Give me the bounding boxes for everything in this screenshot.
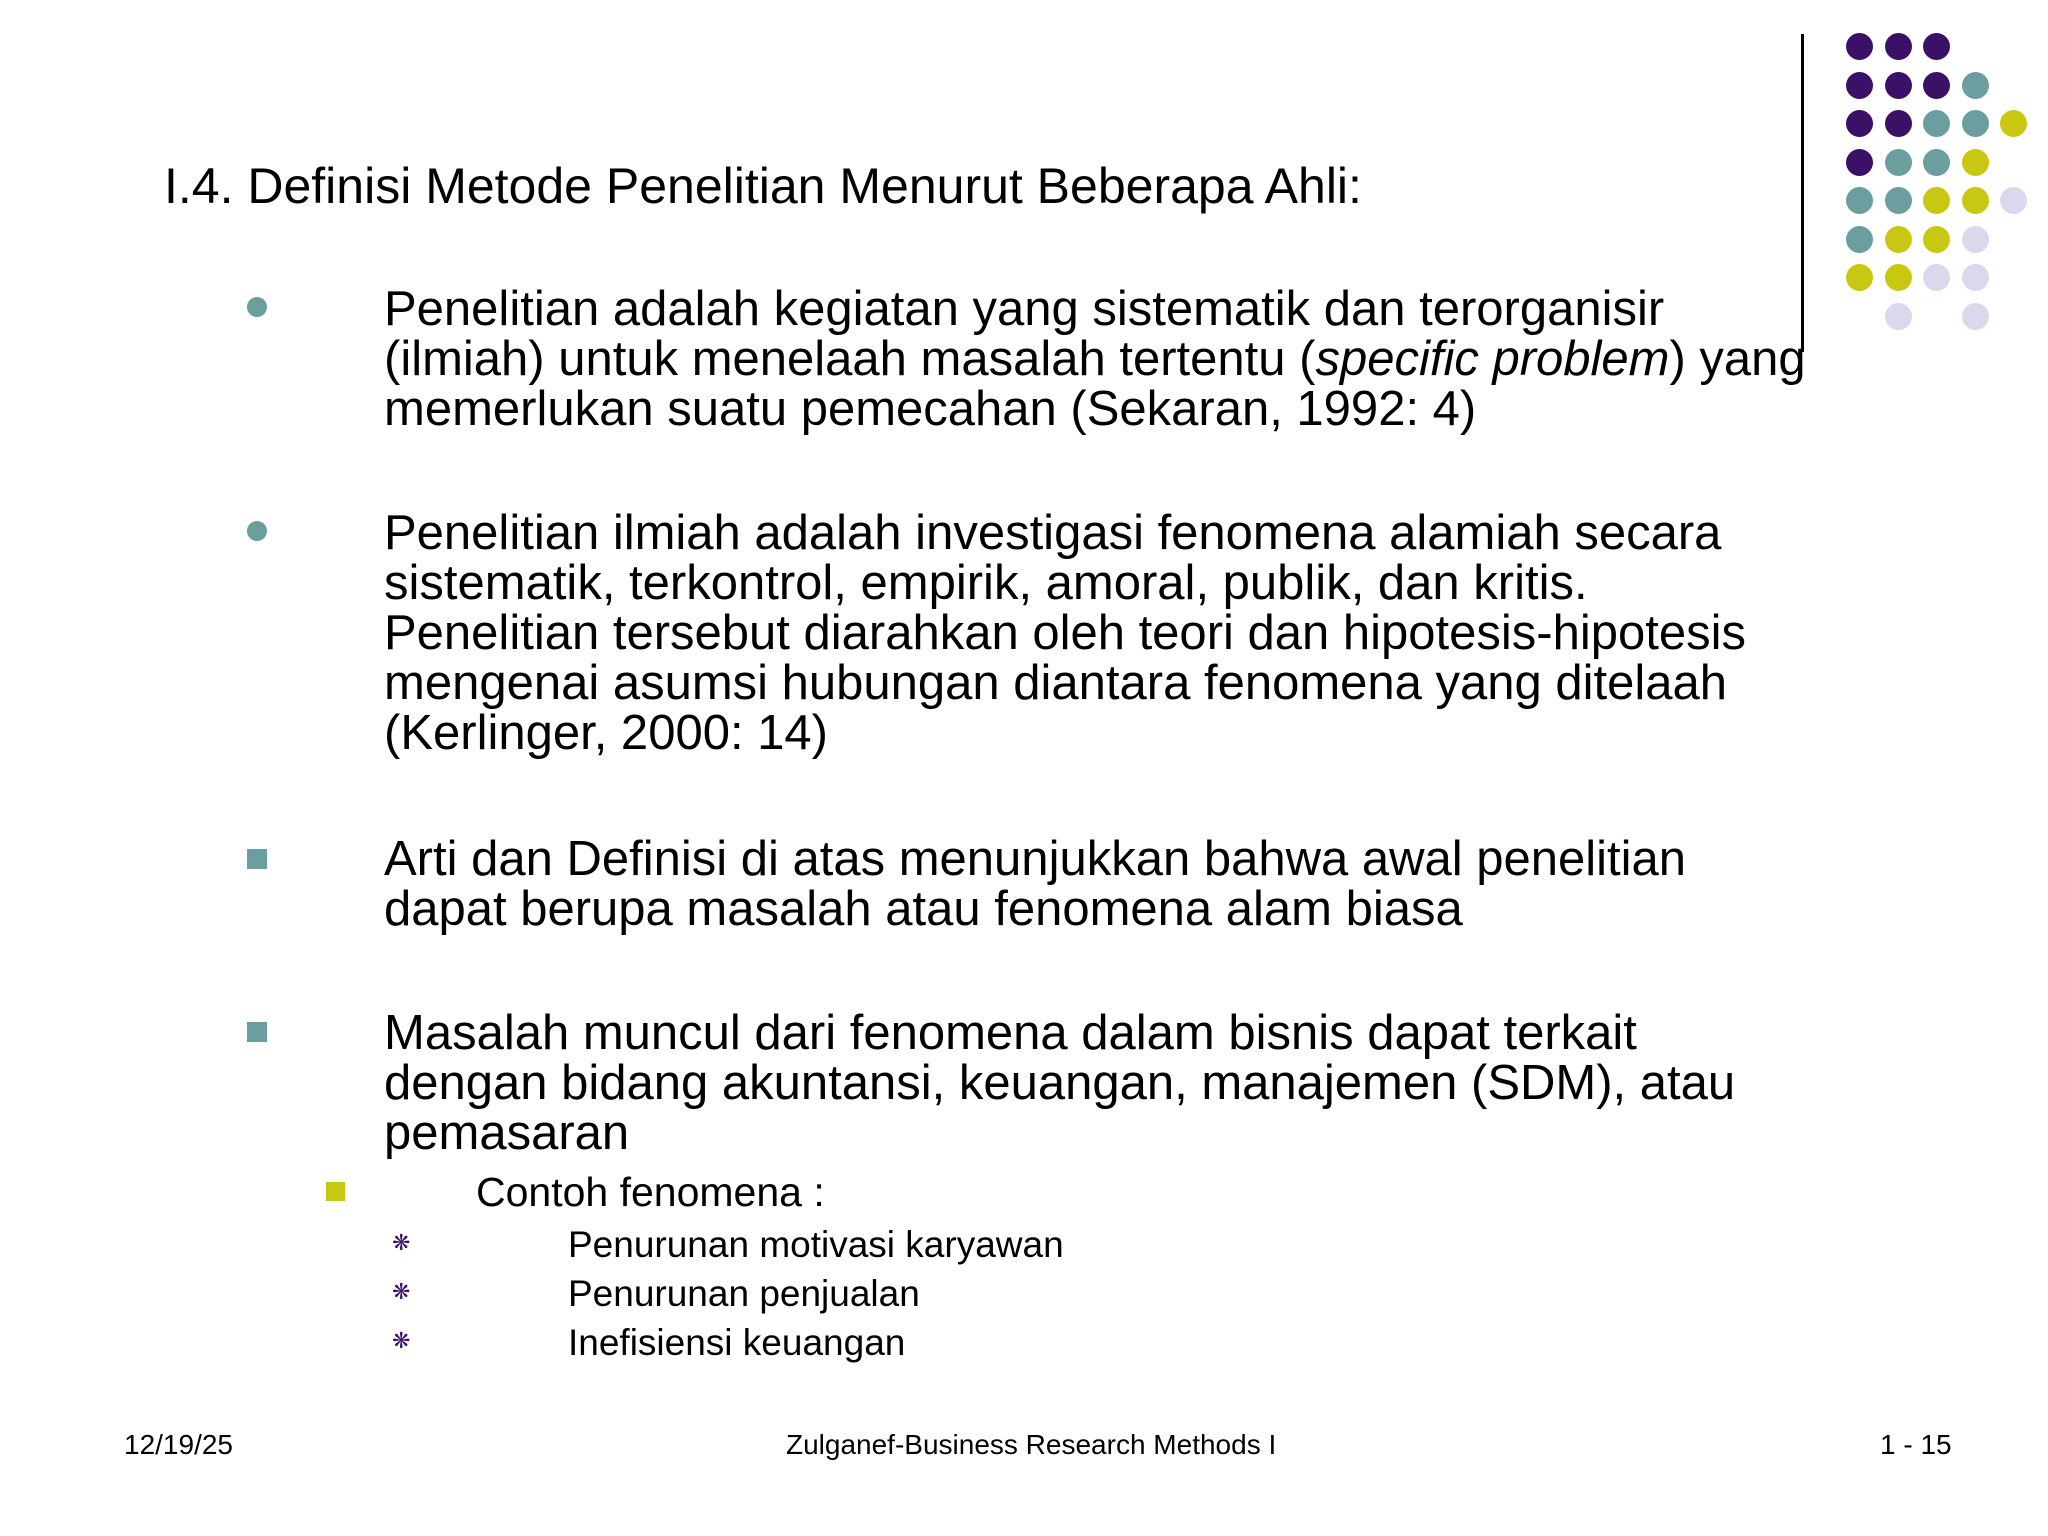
bullet-point-2-line-4: mengenai asumsi hubungan diantara fenomena yang ditelaah: [384, 656, 1728, 710]
bullet-point-4-line-1: Masalah muncul dari fenomena dalam bisnis dapat terkait: [384, 1006, 1637, 1060]
example-item-2: Penurunan penjualan: [568, 1273, 920, 1314]
decorative-dot: [1923, 187, 1950, 214]
decorative-dot: [1846, 264, 1873, 291]
decorative-dot: [1885, 226, 1912, 253]
decorative-dot: [1846, 149, 1873, 176]
decorative-dot: [1962, 187, 1989, 214]
bullet-point-3-line-2: dapat berupa masalah atau fenomena alam biasa: [384, 882, 1463, 936]
decorative-dot: [1923, 72, 1950, 99]
bullet-point-1-line-3: memerlukan suatu pemecahan (Sekaran, 1992: 4): [384, 382, 1477, 436]
decorative-dot: [1885, 187, 1912, 214]
decorative-dot: [1846, 226, 1873, 253]
italic-term: specific problem: [1315, 332, 1670, 386]
decorative-dot: [1885, 149, 1912, 176]
decorative-dot: [1962, 149, 1989, 176]
bullet-point-1-line-2: (ilmiah) untuk menelaah masalah tertentu (specific problem) yang: [384, 332, 1806, 386]
star-bullet-icon: ❋: [392, 1329, 411, 1354]
star-bullet-icon: ❋: [392, 1231, 411, 1256]
bullet-point-1: [384, 284, 1806, 434]
small-square-bullet-icon: [326, 1182, 345, 1201]
bullet-point-2: [384, 508, 1746, 758]
bullet-point-3: [384, 834, 1686, 934]
circle-bullet-icon: [247, 297, 267, 317]
decorative-dot: [1962, 264, 1989, 291]
square-bullet-icon: [247, 1022, 267, 1042]
bullet-point-3-line-1: Arti dan Definisi di atas menunjukkan bahwa awal penelitian: [384, 832, 1686, 886]
decorative-dot: [1923, 264, 1950, 291]
bullet-point-4: [384, 1008, 1735, 1158]
decorative-dot: [1846, 187, 1873, 214]
star-bullet-icon: ❋: [392, 1280, 411, 1305]
decorative-dot: [1885, 33, 1912, 60]
decorative-dot: [1846, 33, 1873, 60]
decorative-dot: [1885, 303, 1912, 330]
decorative-dot: [1962, 110, 1989, 137]
decorative-dot: [1885, 264, 1912, 291]
circle-bullet-icon: [247, 521, 267, 541]
decorative-dot: [1846, 72, 1873, 99]
decorative-dot: [1923, 149, 1950, 176]
decorative-dot: [1885, 72, 1912, 99]
bullet-point-4-line-2: dengan bidang akuntansi, keuangan, manajemen (SDM), atau: [384, 1056, 1736, 1110]
decorative-dot: [2000, 110, 2027, 137]
bullet-point-2-line-3: Penelitian tersebut diarahkan oleh teori dan hipotesis-hipotesis: [384, 606, 1746, 660]
decorative-dot: [1923, 226, 1950, 253]
slide-title: I.4. Definisi Metode Penelitian Menurut Beberapa Ahli:: [164, 158, 1362, 214]
bullet-point-2-line-2: sistematik, terkontrol, empirik, amoral, publik, dan kritis.: [384, 556, 1588, 610]
example-item-1: Penurunan motivasi karyawan: [568, 1224, 1064, 1265]
bullet-point-1-line-1: Penelitian adalah kegiatan yang sistematik dan terorganisir: [384, 282, 1665, 336]
decorative-dot: [1923, 33, 1950, 60]
square-bullet-icon: [247, 849, 267, 869]
decorative-dot: [1962, 226, 1989, 253]
decorative-dot: [2000, 187, 2027, 214]
decorative-dot: [1846, 110, 1873, 137]
decorative-dot: [1962, 72, 1989, 99]
bullet-point-2-line-5: (Kerlinger, 2000: 14): [384, 706, 828, 760]
decorative-dot: [1923, 110, 1950, 137]
sub-point-examples: Contoh fenomena :: [476, 1169, 825, 1215]
footer-title: Zulganef-Business Research Methods I: [786, 1429, 1277, 1460]
footer-date: 12/19/25: [124, 1429, 233, 1460]
footer-page-number: 1 - 15: [1880, 1429, 1952, 1460]
decorative-dot: [1962, 303, 1989, 330]
example-item-3: Inefisiensi keuangan: [568, 1322, 906, 1363]
decorative-dot: [1885, 110, 1912, 137]
bullet-point-4-line-3: pemasaran: [384, 1106, 630, 1160]
bullet-point-2-line-1: Penelitian ilmiah adalah investigasi fenomena alamiah secara: [384, 506, 1722, 560]
